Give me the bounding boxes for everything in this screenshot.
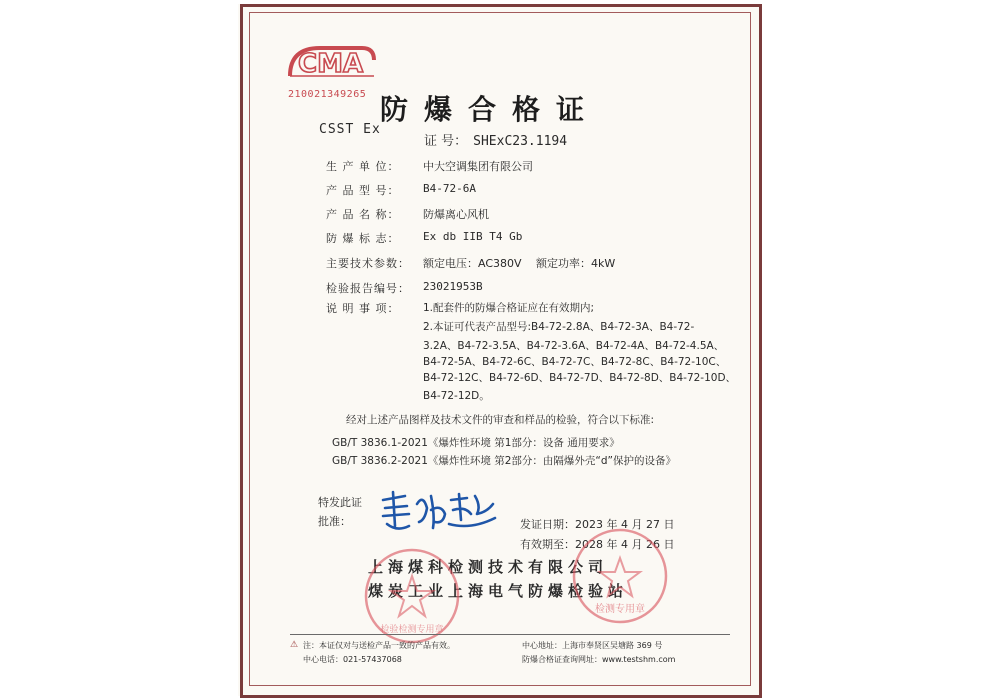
field-notes: [326, 300, 406, 316]
standard-2: GB/T 3836.2-2021《爆炸性环境 第2部分：由隔爆外壳“d”保护的设备》: [332, 455, 676, 467]
stamp-left-text: 检验检测专用章: [380, 625, 444, 635]
field-label: 主要技术参数：: [326, 257, 410, 270]
field-value: Ex db IIB T4 Gb: [423, 230, 523, 243]
note-line: B4-72-12C、B4-72-6D、B4-72-7D、B4-72-8D、B4-72-10D、: [423, 372, 737, 384]
field-value: 23021953B: [423, 280, 483, 293]
field-label: 防 爆 标 志：: [326, 232, 400, 245]
conformity-statement: 经对上述产品图样及技术文件的审查和样品的检验，符合以下标准:: [346, 414, 655, 426]
scheme-mark: CSST Ex: [319, 122, 381, 137]
stamp-right-text: 检测专用章: [595, 604, 645, 615]
rated-voltage: 额定电压：AC380V: [423, 257, 522, 270]
approver-label: 批准：: [318, 515, 351, 528]
field-value: 防爆离心风机: [423, 208, 489, 221]
issuer-name-2: 煤炭工业上海电气防爆检验站: [368, 582, 629, 600]
issue-date: 发证日期：2023 年 4 月 27 日: [520, 518, 675, 531]
certificate-number: [424, 130, 567, 149]
footer-address: 中心地址：上海市奉贤区吴塘路 369 号: [522, 641, 663, 650]
footer-validity-note: 注：本证仅对与送检产品一致的产品有效。: [303, 641, 455, 650]
footer-note-mark-icon: ⚠: [290, 640, 299, 650]
cma-seal-text: CMA: [298, 49, 364, 79]
field-label: 说 明 事 项：: [326, 302, 400, 315]
field-label: 生 产 单 位：: [326, 160, 400, 173]
field-label: 检验报告编号：: [326, 282, 410, 295]
field-tech-params: [326, 255, 616, 271]
approval-label: 特发此证: [318, 496, 362, 509]
field-model: [326, 182, 476, 198]
certificate-number-value: SHExC23.1194: [473, 134, 568, 149]
footer-divider: [290, 634, 730, 635]
note-line: 2.本证可代表产品型号:B4-72-2.8A、B4-72-3A、B4-72-: [423, 321, 695, 333]
note-line: 1.配套件的防爆合格证应在有效期内;: [423, 302, 595, 314]
footer-phone: 中心电话：021-57437068: [303, 655, 402, 664]
cma-number: 210021349265: [288, 89, 367, 100]
valid-until-date: 有效期至：2028 年 4 月 26 日: [520, 538, 675, 551]
handwritten-signature: [375, 486, 505, 536]
certificate-number-label: 证 号：: [424, 134, 468, 149]
field-product-name: [326, 206, 489, 222]
footer-website: 防爆合格证查询网址：www.testshm.com: [522, 655, 676, 664]
note-line: 3.2A、B4-72-3.5A、B4-72-3.6A、B4-72-4A、B4-72-4.5A、: [423, 340, 725, 352]
field-ex-marking: [326, 230, 523, 246]
field-manufacturer: [326, 158, 533, 174]
note-line: B4-72-5A、B4-72-6C、B4-72-7C、B4-72-8C、B4-72-10C、: [423, 356, 727, 368]
note-line: B4-72-12D。: [423, 390, 490, 402]
field-report-no: [326, 280, 483, 296]
certificate-title: 防爆合格证: [380, 93, 601, 126]
field-label: 产 品 型 号：: [326, 184, 400, 197]
field-value: B4-72-6A: [423, 182, 476, 195]
issuer-name-1: 上海煤科检测技术有限公司: [368, 558, 609, 576]
field-value: 中大空调集团有限公司: [423, 160, 533, 173]
field-label: 产 品 名 称：: [326, 208, 400, 221]
standard-1: GB/T 3836.1-2021《爆炸性环境 第1部分：设备 通用要求》: [332, 437, 620, 449]
rated-power: 额定功率：4kW: [536, 257, 616, 270]
